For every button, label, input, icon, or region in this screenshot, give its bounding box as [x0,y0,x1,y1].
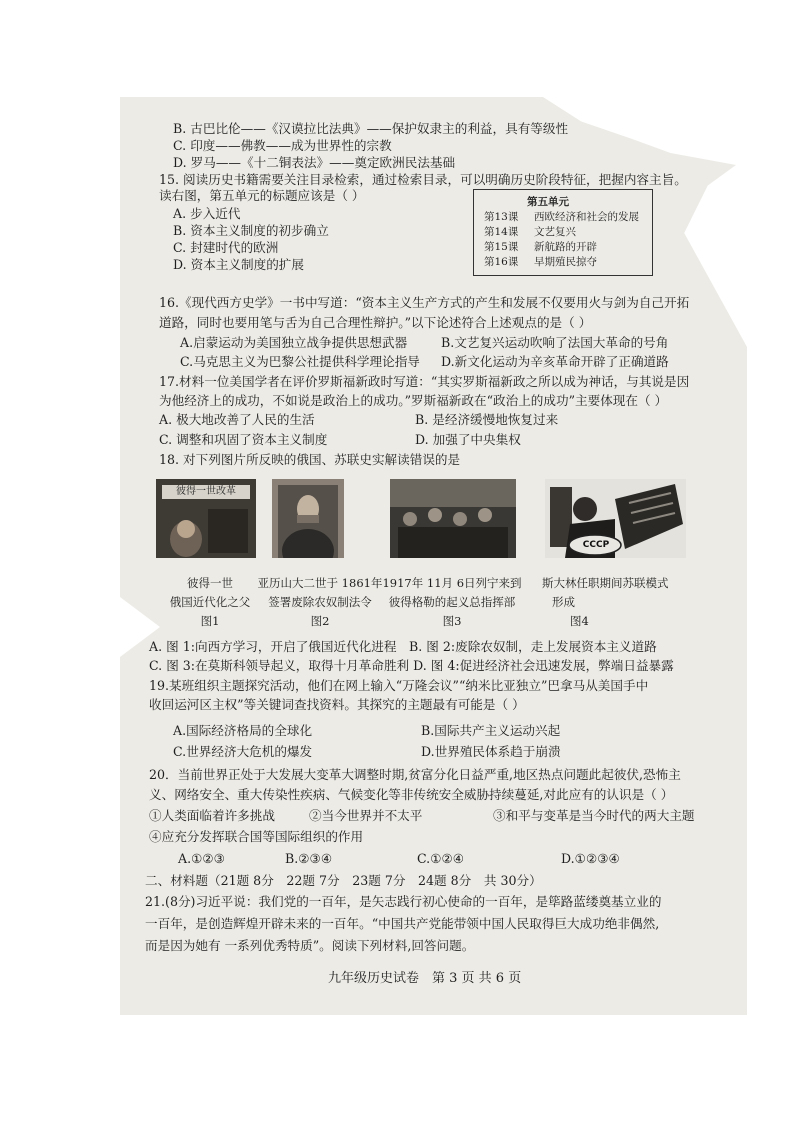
q16-option-d: D.新文化运动为辛亥革命开辟了正确道路 [441,354,669,369]
q15-stem-line2: 读右图，第五单元的标题应该是（ ） [159,188,365,203]
q19-option-c: C.世界经济大危机的爆发 [173,744,313,759]
q14-option-b: B. 古巴比伦——《汉谟拉比法典》——保护奴隶主的利益，具有等级性 [173,121,569,136]
q21-line1: 21.(8分)习近平说：我们党的一百年，是矢志践行初心使命的一百年，是筚路蓝缕奠基立业的 [145,894,662,909]
q19-option-d: D.世界殖民体系趋于崩溃 [421,744,561,759]
q20-item-3: ③和平与变革是当今时代的两大主题 [493,808,695,823]
toc-row: 第16课 早期殖民掠夺 [484,256,597,268]
q20-item-2: ②当今世界并不太平 [309,808,423,823]
q16-stem-line1: 16.《现代西方史学》一书中写道：“资本主义生产方式的产生和发展不仅要用火与剑为自己开拓 [159,295,690,310]
q20-stem-line2: 义、网络安全、重大传染性疾病、气候变化等非传统安全威胁持续蔓延,对此应有的认识是（ ） [149,787,674,802]
q16-option-c: C.马克思主义为巴黎公社提供科学理论指导 [180,354,420,369]
exam-page [120,97,747,1015]
q19-stem-line2: 收回运河区主权”等关键词查找资料。其探究的主题最有可能是（ ） [149,697,525,712]
figure-2-caption: 亚历山大二世于 1861年 签署废除农奴制法令 图2 [257,576,383,628]
q18-options-cd: C. 图 3:在莫斯科领导起义，取得十月革命胜利 D. 图 4:促进经济社会迅速发展，弊端日益暴露 [149,658,674,673]
q17-option-a: A. 极大地改善了人民的生活 [159,412,315,427]
q17-option-c: C. 调整和巩固了资本主义制度 [159,432,328,447]
figure-3-caption: 1917年 11月 6日列宁来到 彼得格勒的起义总指挥部 图3 [382,576,522,628]
q15-stem-line1: 15. 阅读历史书籍需要关注目录检索，通过检索目录，可以明确历史阶段特征，把握内容主旨。 [159,172,687,187]
q20-stem-line1: 20．当前世界正处于大发展大变革大调整时期,贫富分化日益严重,地区热点问题此起彼伏,恐怖主 [149,767,681,782]
q16-stem-line2: 道路，同时也要用笔与舌为自己合理性辩护。”以下论述符合上述观点的是（ ） [159,315,592,330]
q20-option-c: C.①②④ [417,851,465,866]
q16-option-a: A.启蒙运动为美国独立战争提供思想武器 [180,335,408,350]
q20-option-a: A.①②③ [178,851,225,866]
q19-option-a: A.国际经济格局的全球化 [173,723,313,738]
section-2-heading: 二、材料题（21题 8分 22题 7分 23题 7分 24题 8分 共 30分） [145,873,542,888]
toc-row: 第13课 西欧经济和社会的发展 [484,211,639,223]
q20-option-d: D.①②③④ [561,851,620,866]
figure-1-sign-text: 彼得一世改革 [176,486,236,497]
toc-heading: 第五单元 [527,196,569,208]
figure-1-peter-the-great [156,479,256,558]
figure-3-lenin-headquarters [390,479,516,558]
q17-option-b: B. 是经济缓慢地恢复过来 [415,412,559,427]
q15-option-d: D. 资本主义制度的扩展 [173,257,304,272]
page-footer: 九年级历史试卷 第 3 页 共 6 页 [328,971,522,986]
q20-option-b: B.②③④ [285,851,333,866]
q15-option-b: B. 资本主义制度的初步确立 [173,223,329,238]
q15-option-c: C. 封建时代的欧洲 [173,240,279,255]
q20-item-1: ①人类面临着许多挑战 [149,808,275,823]
q18-options-ab: A. 图 1:向西方学习，开启了俄国近代化进程 B. 图 2:废除农奴制，走上发展资本主义道路 [149,639,657,654]
q15-option-a: A. 步入近代 [173,206,241,221]
q18-stem: 18. 对下列图片所反映的俄国、苏联史实解读错误的是 [159,452,461,467]
q21-line3: 而是因为她有 一系列优秀特质”。阅读下列材料,回答问题。 [145,938,475,953]
q21-line2: 一百年，是创造辉煌开辟未来的一百年。“中国共产党能带领中国人民取得巨大成功绝非偶然, [145,916,660,931]
figure-1-caption: 彼得一世 俄国近代化之父 图1 [169,576,251,628]
q19-stem-line1: 19.某班组织主题探究活动，他们在网上输入“万隆会议”“纳米比亚独立”巴拿马从美国手中 [149,678,649,693]
q17-option-d: D. 加强了中央集权 [415,432,521,447]
q16-option-b: B.文艺复兴运动吹响了法国大革命的号角 [441,335,669,350]
q14-option-d: D. 罗马——《十二铜表法》——奠定欧洲民法基础 [173,155,456,170]
table-of-contents-box [473,189,653,276]
q14-option-c: C. 印度——佛教——成为世界性的宗教 [173,138,392,153]
q20-item-4: ④应充分发挥联合国等国际组织的作用 [149,829,364,844]
q17-stem-line1: 17.材料一位美国学者在评价罗斯福新政时写道：“其实罗斯福新政之所以成为神话，与其说是因 [159,374,690,389]
toc-row: 第15课 新航路的开辟 [484,241,597,253]
figure-4-badge-text: CCCP [582,540,610,550]
figure-4-caption: 斯大林任职期间苏联模式 形成 图4 [542,576,669,628]
figure-4-soviet-poster [545,479,686,558]
figure-2-alexander-ii [272,479,344,558]
toc-row: 第14课 文艺复兴 [484,226,576,238]
q17-stem-line2: 为他经济上的成功，不如说是政治上的成功。”罗斯福新政在“政治上的成功”主要体现在（ ） [159,393,668,408]
q19-option-b: B.国际共产主义运动兴起 [421,723,561,738]
